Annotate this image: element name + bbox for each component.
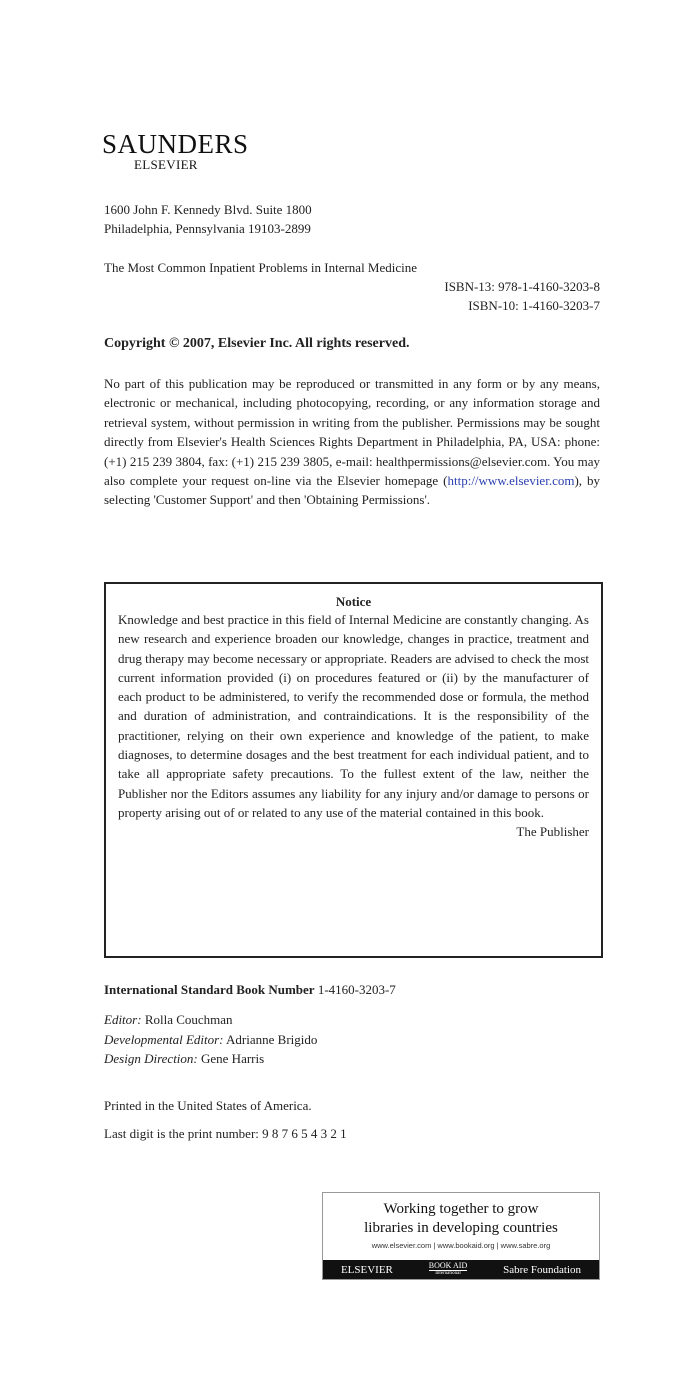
sabre-foundation-logo: Sabre Foundation <box>503 1263 582 1276</box>
notice-body: Knowledge and best practice in this field of Internal Medicine are constantly changing. As new research and experience broaden our knowledge, changes in practice, treatment and drug therapy may become necessary or appropriate. Readers are advised to check the most current information provided (i) on procedures featured or (ii) by the manufacturer of each product to be administered, to verify the recommended dose or formula, the method and duration of administration, and contraindications. It is the responsibility of the practitioner, relying on their own experience and knowledge of the patient, to make diagnoses, to determine dosages and the best treatment for each individual patient, and to take all appropriate safety precautions. To the fullest extent of the law, neither the Publisher nor the Editors assumes any liability for any injury and/or damage to persons or property arising out of or related to any use of the material contained in this book. <box>118 612 589 820</box>
credit-editor <box>104 1010 317 1030</box>
book-title: The Most Common Inpatient Problems in Internal Medicine <box>104 260 418 275</box>
address-line-1: 1600 John F. Kennedy Blvd. Suite 1800 <box>104 202 312 217</box>
printed-location: Printed in the United States of America. <box>104 1098 312 1113</box>
elsevier-logo: ELSEVIER <box>340 1263 393 1276</box>
badge-text <box>323 1200 599 1238</box>
isbn-value: 1-4160-3203-7 <box>317 982 396 997</box>
rights-text-2: ), by selecting 'Customer Support' and then 'Obtaining Permissions'. <box>104 473 600 508</box>
elsevier-homepage-link[interactable]: http://www.elsevier.com <box>447 473 575 489</box>
badge-logo-bar <box>323 1260 599 1279</box>
libraries-badge <box>322 1192 600 1280</box>
publisher-imprint: ELSEVIER <box>134 157 198 172</box>
copyright-statement: Copyright © 2007, Elsevier Inc. All rights reserved. <box>104 336 410 351</box>
notice-title: Notice <box>335 594 372 609</box>
credit-developmental-editor <box>104 1030 317 1050</box>
rights-paragraph <box>104 374 600 510</box>
credit-role: Editor: <box>104 1012 142 1027</box>
bookaid-logo-text: BOOK AID <box>428 1261 468 1270</box>
bookaid-logo <box>429 1262 467 1277</box>
credit-name: Rolla Couchman <box>144 1012 233 1027</box>
credit-role: Developmental Editor: <box>104 1031 224 1047</box>
isbn-line <box>104 982 396 998</box>
credit-name: Adrianne Brigido <box>226 1031 318 1047</box>
publisher-address <box>104 200 312 238</box>
credit-design-direction <box>104 1049 317 1069</box>
printing-info <box>104 1096 347 1152</box>
publisher-logo <box>102 130 249 172</box>
print-number: Last digit is the print number: 9 8 7 6 5 4 3 2 1 <box>104 1126 347 1141</box>
isbn-10: ISBN-10: 1-4160-3203-7 <box>468 298 600 313</box>
address-line-2: Philadelphia, Pennsylvania 19103-2899 <box>104 221 311 236</box>
rights-text-1: No part of this publication may be reproduced or transmitted in any form or by any means, electronic or mechanical, including photocopying, recording, or any information storage and retrieval system, without permission in writing from the publisher. Permissions may be sought directly from Elsevier's Health Sciences Rights Department in Philadelphia, PA, USA: phone: (+1) 215 239 3804, fax: (+1) 215 239 3805, e-mail: healthpermissions@elsevier.com. You may also complete your request on-line via the Elsevier homepage ( <box>104 376 600 489</box>
badge-line-2: libraries in developing countries <box>364 1220 558 1236</box>
badge-urls: www.elsevier.com | www.bookaid.org | www.sabre.org <box>371 1241 551 1250</box>
notice-box <box>104 582 603 958</box>
isbn-13: ISBN-13: 978-1-4160-3203-8 <box>444 279 600 294</box>
book-title-block <box>104 258 600 315</box>
publisher-name: SAUNDERS <box>102 129 249 159</box>
credits <box>104 1010 317 1069</box>
bookaid-logo-sub: International <box>435 1271 461 1276</box>
notice-signature: The Publisher <box>516 824 589 840</box>
isbn-label: International Standard Book Number <box>104 982 315 997</box>
badge-line-1: Working together to grow <box>383 1201 539 1217</box>
credit-name: Gene Harris <box>201 1051 265 1066</box>
credit-role: Design Direction: <box>104 1051 198 1066</box>
